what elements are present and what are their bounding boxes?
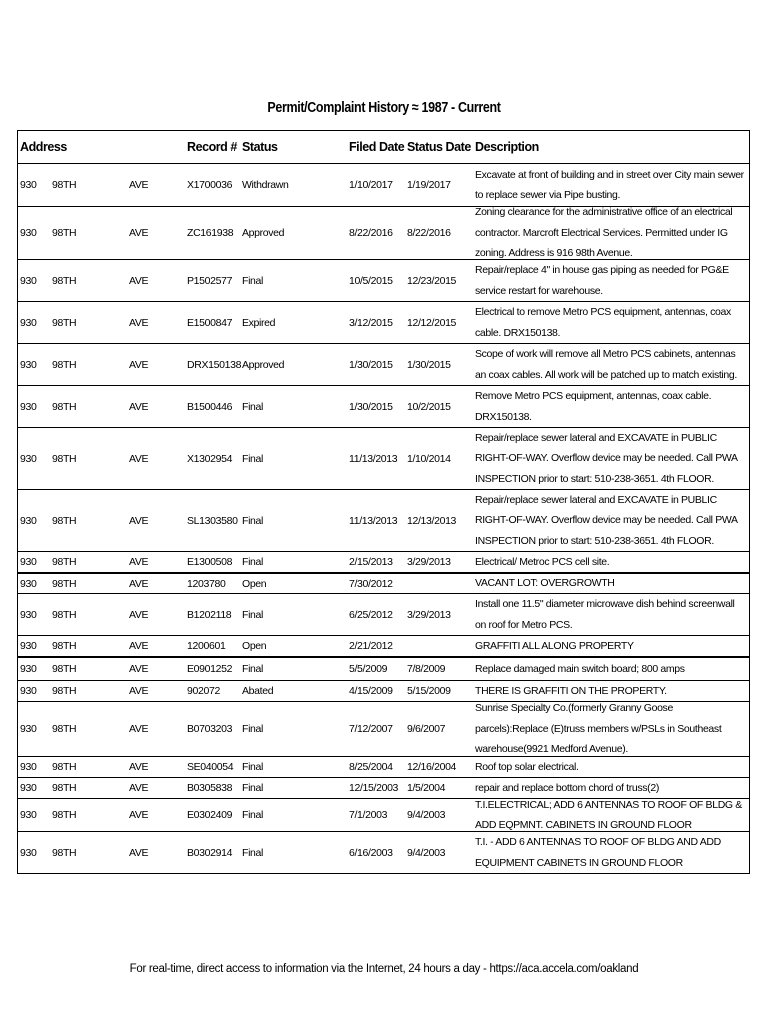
- row-description: Scope of work will remove all Metro PCS cabinets, antennas an coax cables. All work will be patched up to match existing.: [475, 348, 737, 381]
- row-status-date: 8/22/2016: [407, 227, 451, 239]
- row-filed-date: 7/30/2012: [349, 577, 393, 590]
- row-status-date: 12/12/2015: [407, 316, 457, 329]
- row-filed-date: 11/13/2013: [349, 514, 398, 527]
- row-street: 98TH: [52, 556, 77, 568]
- row-street-type: AVE: [129, 663, 149, 675]
- row-status-date: 10/2/2015: [407, 400, 451, 413]
- row-filed-date: 11/13/2013: [349, 452, 398, 465]
- row-status: Final: [242, 809, 264, 821]
- table-row: [18, 756, 749, 777]
- row-record: E0901252: [187, 663, 233, 675]
- row-address-number: 930: [20, 358, 37, 371]
- row-description: THERE IS GRAFFITI ON THE PROPERTY.: [475, 684, 667, 697]
- row-record: B0302914: [187, 846, 233, 859]
- header-description: Description: [475, 140, 539, 154]
- row-street: 98TH: [52, 640, 77, 652]
- row-street: 98TH: [52, 846, 77, 859]
- row-street-type: AVE: [129, 556, 149, 568]
- row-status-date: 3/29/2013: [407, 608, 451, 621]
- row-street: 98TH: [52, 358, 77, 371]
- row-status: Final: [242, 663, 264, 675]
- page-title: Permit/Complaint History ≈ 1987 - Current: [267, 100, 501, 116]
- row-status: Approved: [242, 358, 285, 371]
- row-street: 98TH: [52, 227, 77, 239]
- row-filed-date: 1/30/2015: [349, 358, 393, 371]
- row-record: E1300508: [187, 556, 233, 568]
- row-street: 98TH: [52, 809, 77, 821]
- row-filed-date: 7/12/2007: [349, 723, 393, 735]
- header-filed-date: Filed Date: [349, 140, 405, 154]
- row-status-date: 7/8/2009: [407, 663, 446, 675]
- row-status-date: 12/16/2004: [407, 761, 457, 773]
- row-description: Repair/replace sewer lateral and EXCAVATE in PUBLIC RIGHT-OF-WAY. Overflow device may be needed. Call PWA INSPECTION prior to start: 510-238-3651. 4th FLOOR.: [475, 493, 738, 547]
- row-filed-date: 2/21/2012: [349, 640, 393, 652]
- row-record: P1502577: [187, 274, 233, 287]
- row-address-number: 930: [20, 809, 37, 821]
- row-street: 98TH: [52, 723, 77, 735]
- row-status-date: 12/23/2015: [407, 274, 457, 287]
- row-status: Abated: [242, 685, 274, 697]
- row-street-type: AVE: [129, 761, 149, 773]
- row-status: Final: [242, 556, 264, 568]
- header-status: Status: [242, 140, 278, 154]
- row-street-type: AVE: [129, 227, 149, 239]
- row-description: Replace damaged main switch board; 800 amps: [475, 662, 685, 675]
- row-record: 1200601: [187, 640, 226, 652]
- row-status: Final: [242, 274, 264, 287]
- row-filed-date: 6/25/2012: [349, 608, 393, 621]
- header-record: Record #: [187, 140, 237, 154]
- row-filed-date: 1/10/2017: [349, 179, 393, 191]
- row-street-type: AVE: [129, 577, 149, 590]
- row-description: Repair/replace 4" in house gas piping as needed for PG&E service restart for warehouse.: [475, 264, 729, 297]
- row-street: 98TH: [52, 761, 77, 773]
- row-record: X1700036: [187, 179, 233, 191]
- row-status: Final: [242, 782, 264, 794]
- row-record: 1203780: [187, 577, 226, 590]
- table-row: [18, 164, 749, 206]
- row-address-number: 930: [20, 400, 37, 413]
- row-description: Excavate at front of building and in street over City main sewer to replace sewer via Pipe busting.: [475, 168, 744, 201]
- row-street-type: AVE: [129, 179, 149, 191]
- row-street: 98TH: [52, 685, 77, 697]
- row-description: Electrical to remove Metro PCS equipment, antennas, coax cable. DRX150138.: [475, 306, 731, 339]
- row-record: B1202118: [187, 608, 232, 621]
- row-status: Open: [242, 577, 267, 590]
- row-address-number: 930: [20, 556, 37, 568]
- table-row: [18, 551, 749, 572]
- row-street-type: AVE: [129, 608, 149, 621]
- row-address-number: 930: [20, 514, 37, 527]
- row-street: 98TH: [52, 514, 77, 527]
- row-street: 98TH: [52, 316, 77, 329]
- row-street: 98TH: [52, 400, 77, 413]
- table-row: [18, 343, 749, 385]
- row-filed-date: 7/1/2003: [349, 809, 388, 821]
- row-street-type: AVE: [129, 685, 149, 697]
- row-address-number: 930: [20, 782, 37, 794]
- row-address-number: 930: [20, 316, 37, 329]
- row-status-date: 1/5/2004: [407, 782, 446, 794]
- row-record: 902072: [187, 685, 220, 697]
- table-row: [18, 572, 749, 593]
- table-header: [18, 131, 749, 164]
- row-status: Final: [242, 452, 264, 465]
- row-street-type: AVE: [129, 782, 149, 794]
- row-filed-date: 8/22/2016: [349, 227, 393, 239]
- row-record: E1500847: [187, 316, 233, 329]
- row-street-type: AVE: [129, 514, 149, 527]
- header-address: Address: [20, 140, 67, 154]
- row-description: GRAFFITI ALL ALONG PROPERTY: [475, 639, 634, 652]
- row-record: DRX150138: [187, 358, 242, 371]
- row-address-number: 930: [20, 846, 37, 859]
- row-street: 98TH: [52, 179, 77, 191]
- row-street-type: AVE: [129, 809, 149, 821]
- row-record: E0302409: [187, 809, 233, 821]
- row-address-number: 930: [20, 723, 37, 735]
- table-row: [18, 259, 749, 301]
- row-street-type: AVE: [129, 846, 149, 859]
- row-status: Open: [242, 640, 267, 652]
- row-status: Withdrawn: [242, 179, 289, 191]
- row-street-type: AVE: [129, 400, 149, 413]
- row-address-number: 930: [20, 452, 37, 465]
- row-address-number: 930: [20, 761, 37, 773]
- row-street: 98TH: [52, 577, 77, 590]
- row-street-type: AVE: [129, 316, 149, 329]
- row-status: Final: [242, 846, 264, 859]
- row-status: Final: [242, 608, 264, 621]
- row-status-date: 1/10/2014: [407, 452, 451, 465]
- row-status: Approved: [242, 227, 285, 239]
- row-street: 98TH: [52, 663, 77, 675]
- row-status: Final: [242, 514, 264, 527]
- row-record: X1302954: [187, 452, 233, 465]
- row-status-date: 3/29/2013: [407, 556, 451, 568]
- row-description: Remove Metro PCS equipment, antennas, coax cable. DRX150138.: [475, 390, 712, 423]
- row-record: B1500446: [187, 400, 233, 413]
- table-row: [18, 831, 749, 873]
- row-street: 98TH: [52, 452, 77, 465]
- row-record: B0305838: [187, 782, 233, 794]
- row-address-number: 930: [20, 663, 37, 675]
- table-row: [18, 656, 749, 680]
- row-filed-date: 10/5/2015: [349, 274, 393, 287]
- row-address-number: 930: [20, 227, 37, 239]
- table-row: [18, 635, 749, 656]
- permit-table: [17, 130, 750, 874]
- table-row: [18, 701, 749, 756]
- row-description: Install one 11.5" diameter microwave dish behind screenwall on roof for Metro PCS.: [475, 598, 735, 631]
- row-street: 98TH: [52, 782, 77, 794]
- row-record: ZC161938: [187, 227, 234, 239]
- row-address-number: 930: [20, 179, 37, 191]
- table-row: [18, 427, 749, 489]
- table-row: [18, 798, 749, 831]
- table-row: [18, 489, 749, 551]
- row-address-number: 930: [20, 608, 37, 621]
- row-record: SL1303580: [187, 514, 238, 527]
- row-filed-date: 6/16/2003: [349, 846, 393, 859]
- row-street-type: AVE: [129, 452, 149, 465]
- row-street-type: AVE: [129, 274, 149, 287]
- row-description: repair and replace bottom chord of truss(2): [475, 781, 659, 794]
- row-status: Final: [242, 723, 264, 735]
- row-description: T.I. - ADD 6 ANTENNAS TO ROOF OF BLDG AND ADD EQUIPMENT CABINETS IN GROUND FLOOR: [475, 836, 721, 869]
- row-description: Sunrise Specialty Co.(formerly Granny Goose parcels):Replace (E)truss members w/PSLs in Southeast warehouse(9921 Medford Avenue).: [475, 702, 722, 756]
- row-record: B0703203: [187, 723, 233, 735]
- row-filed-date: 8/25/2004: [349, 761, 393, 773]
- row-description: Repair/replace sewer lateral and EXCAVATE in PUBLIC RIGHT-OF-WAY. Overflow device may be needed. Call PWA INSPECTION prior to start: 510-238-3651. 4th FLOOR.: [475, 431, 738, 485]
- table-row: [18, 206, 749, 259]
- row-address-number: 930: [20, 685, 37, 697]
- table-row: [18, 301, 749, 343]
- header-status-date: Status Date: [407, 140, 471, 154]
- row-filed-date: 1/30/2015: [349, 400, 393, 413]
- row-status-date: 9/6/2007: [407, 723, 446, 735]
- row-address-number: 930: [20, 577, 37, 590]
- row-description: T.I.ELECTRICAL; ADD 6 ANTENNAS TO ROOF OF BLDG & ADD EQPMNT. CABINETS IN GROUND FLOOR: [475, 798, 742, 831]
- row-address-number: 930: [20, 640, 37, 652]
- row-status-date: 9/4/2003: [407, 846, 446, 859]
- row-status-date: 1/30/2015: [407, 358, 451, 371]
- row-status-date: 1/19/2017: [407, 179, 451, 191]
- row-status-date: 12/13/2013: [407, 514, 457, 527]
- row-street: 98TH: [52, 274, 77, 287]
- row-status: Final: [242, 761, 264, 773]
- row-street-type: AVE: [129, 358, 149, 371]
- table-row: [18, 593, 749, 635]
- row-filed-date: 12/15/2003: [349, 782, 399, 794]
- row-street: 98TH: [52, 608, 77, 621]
- row-filed-date: 3/12/2015: [349, 316, 393, 329]
- row-filed-date: 2/15/2013: [349, 556, 393, 568]
- row-description: VACANT LOT: OVERGROWTH: [475, 577, 615, 590]
- row-description: Electrical/ Metroc PCS cell site.: [475, 555, 610, 568]
- table-row: [18, 385, 749, 427]
- row-address-number: 930: [20, 274, 37, 287]
- row-filed-date: 5/5/2009: [349, 663, 388, 675]
- row-filed-date: 4/15/2009: [349, 685, 393, 697]
- row-record: SE040054: [187, 761, 234, 773]
- footer-note: For real-time, direct access to information via the Internet, 24 hours a day - https://aca.accela.com/oakland: [129, 963, 639, 975]
- row-status: Final: [242, 400, 264, 413]
- row-status: Expired: [242, 316, 276, 329]
- row-street-type: AVE: [129, 640, 149, 652]
- row-description: Roof top solar electrical.: [475, 760, 579, 773]
- row-description: Zoning clearance for the administrative office of an electrical contractor. Marcroft Electrical Services. Permitted under IG zoning. Address is 916 98th Avenue.: [475, 206, 733, 260]
- row-status-date: 9/4/2003: [407, 809, 446, 821]
- row-street-type: AVE: [129, 723, 149, 735]
- row-status-date: 5/15/2009: [407, 685, 451, 697]
